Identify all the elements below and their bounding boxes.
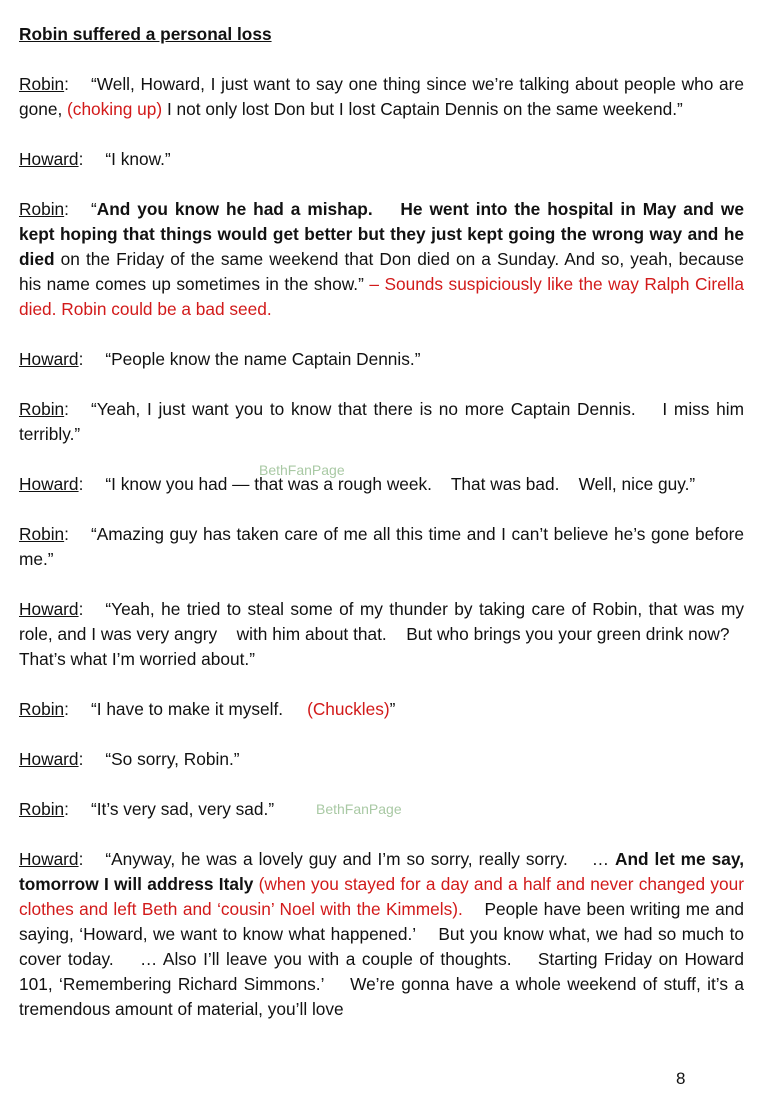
- watermark: BethFanPage: [259, 462, 345, 478]
- speaker-label: Robin: [19, 524, 65, 544]
- speaker-colon: :: [78, 149, 84, 169]
- speaker-colon: :: [78, 599, 84, 619]
- dialogue-text: “I know.”: [105, 149, 171, 169]
- dialogue-text: “Yeah, I just want you to know that there is no more Captain Dennis. I miss him terribly.”: [19, 399, 744, 444]
- speaker-colon: :: [64, 524, 69, 544]
- dialogue-paragraph: [19, 847, 744, 1022]
- dialogue-text: “I have to make it myself.: [90, 699, 308, 719]
- dialogue-text: “Yeah, he tried to steal some of my thunder by taking care of Robin, that was my role, and I was very angry with him about that. But who brings you your green drink now? That’s what I’m worried about.”: [19, 599, 744, 669]
- speaker-label: Robin: [19, 74, 65, 94]
- watermark: BethFanPage: [316, 801, 402, 817]
- dialogue-paragraph: [19, 597, 744, 672]
- speaker-label: Robin: [19, 699, 65, 719]
- dialogue-text: “It’s very sad, very sad.”: [90, 799, 275, 819]
- speaker-colon: :: [78, 749, 84, 769]
- annotation-text: (Chuckles): [307, 699, 390, 719]
- section-heading: Robin suffered a personal loss: [19, 24, 272, 44]
- dialogue-text: “I know you had — that was a rough week. That was bad. Well, nice guy.”: [105, 474, 696, 494]
- dialogue-paragraph: [19, 472, 744, 497]
- speaker-label: Robin: [19, 799, 65, 819]
- page-number: 8: [676, 1069, 686, 1088]
- dialogue-text: People have been writing me and saying, ‘Howard, we want to know what happened.’ But you know what, we had so much to cover today. … Also I’ll leave you with a couple of thoughts. Starting Friday on Howard 101, ‘Remembering Richard Simmons.’ We’re gonna have a whole weekend of stuff, it’s a tremendous amount of material, you’ll love: [19, 899, 745, 1019]
- dialogue-paragraph: [19, 697, 744, 722]
- dialogue-text: ”: [389, 699, 396, 719]
- speaker-label: Howard: [19, 474, 79, 494]
- speaker-label: Howard: [19, 349, 79, 369]
- dialogue-paragraph: [19, 147, 744, 172]
- dialogue-text: “Amazing guy has taken care of me all this time and I can’t believe he’s gone before me.”: [19, 524, 744, 569]
- document-page: [19, 22, 744, 1047]
- dialogue-text: on the Friday of the same weekend that Don died on a Sunday. And so, yeah, because his name comes up sometimes in the show.”: [19, 249, 744, 294]
- speaker-label: Howard: [19, 849, 79, 869]
- speaker-colon: :: [64, 699, 69, 719]
- dialogue-text: “People know the name Captain Dennis.”: [105, 349, 421, 369]
- speaker-label: Howard: [19, 599, 79, 619]
- annotation-text: (when you stayed for a day and a half and never changed your clothes and left Beth and ‘cousin’ Noel with the Kimmels).: [19, 874, 744, 919]
- dialogue-paragraph: [19, 397, 744, 447]
- annotation-text: – Sounds suspiciously like the way Ralph Cirella died. Robin could be a bad seed.: [19, 274, 744, 319]
- speaker-colon: :: [78, 849, 84, 869]
- speaker-label: Howard: [19, 149, 79, 169]
- dialogue-paragraph: [19, 197, 744, 322]
- dialogue-paragraph: [19, 72, 744, 122]
- emphasis-text: And let me say, tomorrow I will address Italy: [19, 849, 744, 894]
- dialogue-paragraph: [19, 522, 744, 572]
- emphasis-text: And you know he had a mishap. He went into the hospital in May and we kept hoping that things would get better but they just kept going the wrong way and he died: [19, 199, 744, 269]
- dialogue-text: “Well, Howard, I just want to say one thing since we’re talking about people who are gone,: [19, 74, 744, 119]
- dialogue-paragraph: [19, 347, 744, 372]
- speaker-label: Robin: [19, 399, 65, 419]
- speaker-colon: :: [64, 399, 69, 419]
- dialogue-paragraph: [19, 747, 744, 772]
- speaker-colon: :: [78, 349, 84, 369]
- annotation-text: (choking up): [67, 99, 163, 119]
- speaker-label: Howard: [19, 749, 79, 769]
- transcript: [19, 72, 744, 1022]
- speaker-colon: :: [64, 799, 69, 819]
- speaker-colon: :: [78, 474, 84, 494]
- speaker-colon: :: [64, 74, 69, 94]
- dialogue-text: “Anyway, he was a lovely guy and I’m so sorry, really sorry. …: [105, 849, 615, 869]
- dialogue-text: “: [90, 199, 97, 219]
- speaker-colon: :: [64, 199, 69, 219]
- speaker-label: Robin: [19, 199, 65, 219]
- dialogue-text: “So sorry, Robin.”: [105, 749, 240, 769]
- dialogue-text: I not only lost Don but I lost Captain Dennis on the same weekend.”: [162, 99, 683, 119]
